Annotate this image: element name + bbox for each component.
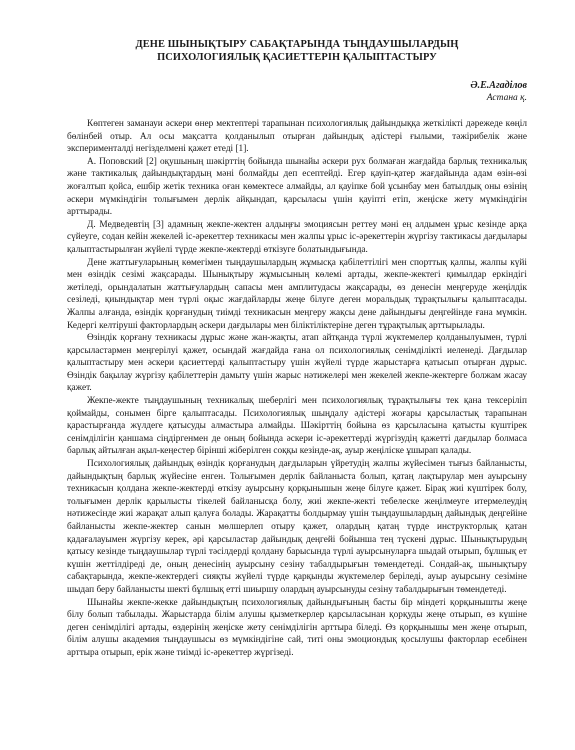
article-title-line-1: ДЕНЕ ШЫНЫҚТЫРУ САБАҚТАРЫНДА ТЫҢДАУШЫЛАРДЫҢ: [135, 39, 459, 50]
paragraph: А. Поповский [2] оқушының шәкірттің бойында шынайы әскери рух болмаған жағдайда барлық техникалық және тактикалық дайындықтардың мәні болмайды деп есептейді. Егер қауіп-қатер жағдайында адам өзін-өзі жоғалтып қойса, ешбір жетік техника оған көмектесе алмайды, ал қауіпке бой ұсынбау мен батылдық оны өзінің әскери мүмкіндігін толығымен дерлік айқындап, қарсыласы үшін қауіпті етіп, жеңіске жету мүмкіндігін арттырады.: [67, 156, 527, 218]
paragraph: Жекпе-жекте тыңдаушының техникалық шеберлігі мен психологиялық тұрақтылығы тек қана тексеріліп қоймайды, сонымен бірге қалыптасады. Психологиялық шыңдалу әдістері жоғары қарсыластық тарапынан қарастырғанда жүлдеге қатысуды алмастыра алмайды. Шәкірттің бойына өз қарсыласына қатысты күштірек сенімділігін қаншама сіңдіргенмен де оның бойында әскери іс-әрекеттерді жүргізудің қажетті дағдылар болмаса барлық айтылған ақыл-кеңестер бірінші жіберілген соққы кезінде-ақ, ауыр жеңіліске ұшырап қалады.: [67, 396, 527, 457]
paragraph: Д. Медведевтің [3] адамның жекпе-жектен алдыңғы эмоциясын реттеу мәні ең алдымен ұрыс кезінде арқа сүйеуге, содан кейін жекелей іс-әрекеттер техникасы мен жалпы ұрыс іс-әрекеттерін жүргізу тактикасы дағдылары қалыптастырылған жүйелі түрде жекпе-жектерді өткізуге болатындығында.: [67, 219, 527, 255]
paragraph: Психологиялық дайындық өзіндік қорғанудың дағдыларын үйретудің жалпы жүйесімен тығыз байланысты, дайындықтың барлық жүйесіне енген. Толығымен дерлік байланыста болып, қатаң лақтырулар мен ауырсыну техникасын қолдана жекпе-жектерді өткізу ауырсыну қорқынышын жеңе білуге қажет. Бірақ жиі күштірек болу, толығымен дерлік қарылысты тікелей байланысқа болу, жиі жекпе-жекті тебелеске жеңілмеуге итермелеудің нәтижесінде жиі жарақат алып қалуға болады. Жарақатты болдырмау үшін тыңдаушылардың дайындық деңгейіне байланысты жекпе-жектер санын мөлшерлеп отыру қажет, олардың қатаң түрде инструкторлық қатан қадағалауымен жүргізу керек, әрі қарсыластар дайындық деңгейі бойынша тең түскені дұрыс. Шынықтырудың қатысу кезінде тыңдаушылар түрлі тәсілдерді қолдану барысында түрлі ауырсынуларға шыдай отырып, бұлшық ет күшін жеттілдіреді де, оның денесінің ауырсыну сезіну табалдырығын төмендетеді. Сондай-ақ, шынықтыру сабақтарында, жекпе-жектердегі сияқты жүйелі түрде қарқынды жүктемелер беріледі, ауыр ауырсыну сезіміне шыдап беру байланысты шекті бұлшық етті шиыршу олардың ауырсынуды сезіну табалдырығын төмендетеді.: [67, 459, 527, 595]
paragraph: Көптеген заманауи әскери өнер мектептері тарапынан психологиялық дайындыққа жеткiлiктi дәрежеде көңіл бөлінбей отыр. Ал осы мақсатта қолданылып отырған дайындық әдістері ғылыми, тәжірибелік және эксперименталді негiзделмені қажет етеді [1].: [67, 119, 527, 155]
author-name: Ә.Е.Агадiлов: [470, 80, 527, 91]
author-city: Астана қ.: [486, 93, 527, 103]
paragraph: Дене жаттығуларының көмегімен тыңдаушылардың жұмысқа қабілеттілігі мен спорттық қалпы, жалпы күйі мен өзіндік сезімі жақсарады. Шынықтыру жұмысының көлемі артады, жекпе-жектегі қимылдар еркіндігі жетіледі, орындалатын жаттығулардың сапасы мен амплитудасы жақсарады, өз денесін меңгеруде жеңілдік сезіледі, қиындықтар мен түрлі оқыс жағдайларды жеңе білуге деген моральдық тұрақтылығы қалыптасады. Жалпы алғанда, өзіндік қорғанудың тиімді техникасын меңгеру жақсы дене дайындығы деңгейінде ғана мүмкін. Кедергі келтіруші факторлардың әскери дағдылары мен біліктіліктеріне деген тұрақтылық арттырылады.: [67, 257, 527, 331]
paragraph: Шынайы жекпе-жекке дайындықтың психологиялық дайындығының басты бір міндеті қорқынышты жеңе білу болып табылады. Жарыстарда білім алушы қызметкерлер қарсыласынан қорқуды жеңе отырып, өз күшіне деген сенімділігі артады, өздерінің жеңіске жету сенімділігін арттыра біледі. Өз қорқынышы мен жеңе отырып, білім алушы академия тыңдаушысы өз мүмкіндігіне сай, титі оны эмоциондық қосылушы факторлар есебінен арттыра отырып, ерік және тиімді іс-әрекеттер жүргізеді.: [67, 597, 527, 658]
article-title-line-2: ПСИХОЛОГИЯЛЫҚ ҚАСИЕТТЕРІН ҚАЛЫПТАСТЫРУ: [157, 52, 437, 63]
article-title: [67, 38, 527, 64]
article-body: [67, 118, 527, 660]
paragraph: Өзіндік қорғану техникасы дұрыс және жан-жақты, атап айтқанда түрлі жүктемелер қолданылуымен, түрлі қарсыластармен меңгерілуі қажет, осындай жағдайда ғана ол психологиялық сенімділікті иеленеді. Дағдылар қалыптастыру мен әскери қасиеттерді қалыптастыру үшін жүйелі түрде жарыстарға қатысып отырған дұрыс. Өзіндік бақылау жүргізу қабілеттерін дамыту үшін жарыс нәтижелері мен жекелей жекпе-жектерге болжам жасау қажет.: [67, 333, 527, 394]
